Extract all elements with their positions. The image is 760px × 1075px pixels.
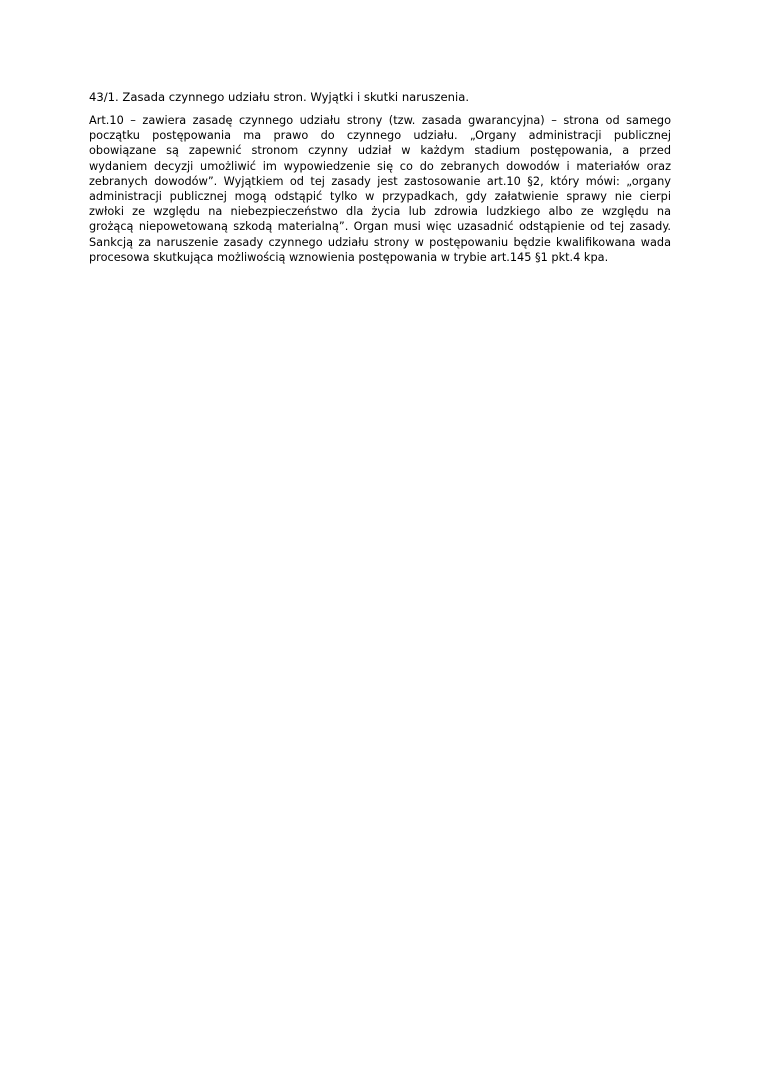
- paragraph-line: administracji publicznej mogą odstąpić tylko w przypadkach, gdy załatwienie sprawy nie cierpi: [89, 190, 671, 204]
- paragraph-line: zwłoki ze względu na niebezpieczeństwo dla życia lub zdrowia ludzkiego albo ze względu na: [89, 205, 671, 219]
- paragraph-line: początku postępowania ma prawo do czynnego udziału. „Organy administracji publicznej: [89, 129, 671, 143]
- paragraph-line: Art.10 – zawiera zasadę czynnego udziału strony (tzw. zasada gwarancyjna) – strona od samego: [89, 114, 671, 127]
- paragraph-line: wydaniem decyzji umożliwić im wypowiedzenie się co do zebranych dowodów i materiałów oraz: [89, 159, 671, 173]
- document-content: [89, 89, 671, 265]
- paragraph-line: obowiązane są zapewnić stronom czynny udział w każdym stadium postępowania, a przed: [89, 144, 671, 158]
- paragraph-line: zebranych dowodów”. Wyjątkiem od tej zasady jest zastosowanie art.10 §2, który mówi: „organy: [89, 174, 671, 188]
- paragraph-line: procesowa skutkująca możliwością wznowienia postępowania w trybie art.145 §1 pkt.4 kpa.: [89, 250, 609, 264]
- paragraph-line: grożącą niepowetowaną szkodą materialną”. Organ musi więc uzasadnić odstąpienie od tej zasady.: [89, 220, 671, 234]
- body-paragraph: [89, 113, 671, 265]
- section-heading: 43/1. Zasada czynnego udziału stron. Wyjątki i skutki naruszenia.: [89, 90, 470, 104]
- paragraph-line: Sankcją za naruszenie zasady czynnego udziału strony w postępowaniu będzie kwalifikowana wada: [89, 235, 671, 249]
